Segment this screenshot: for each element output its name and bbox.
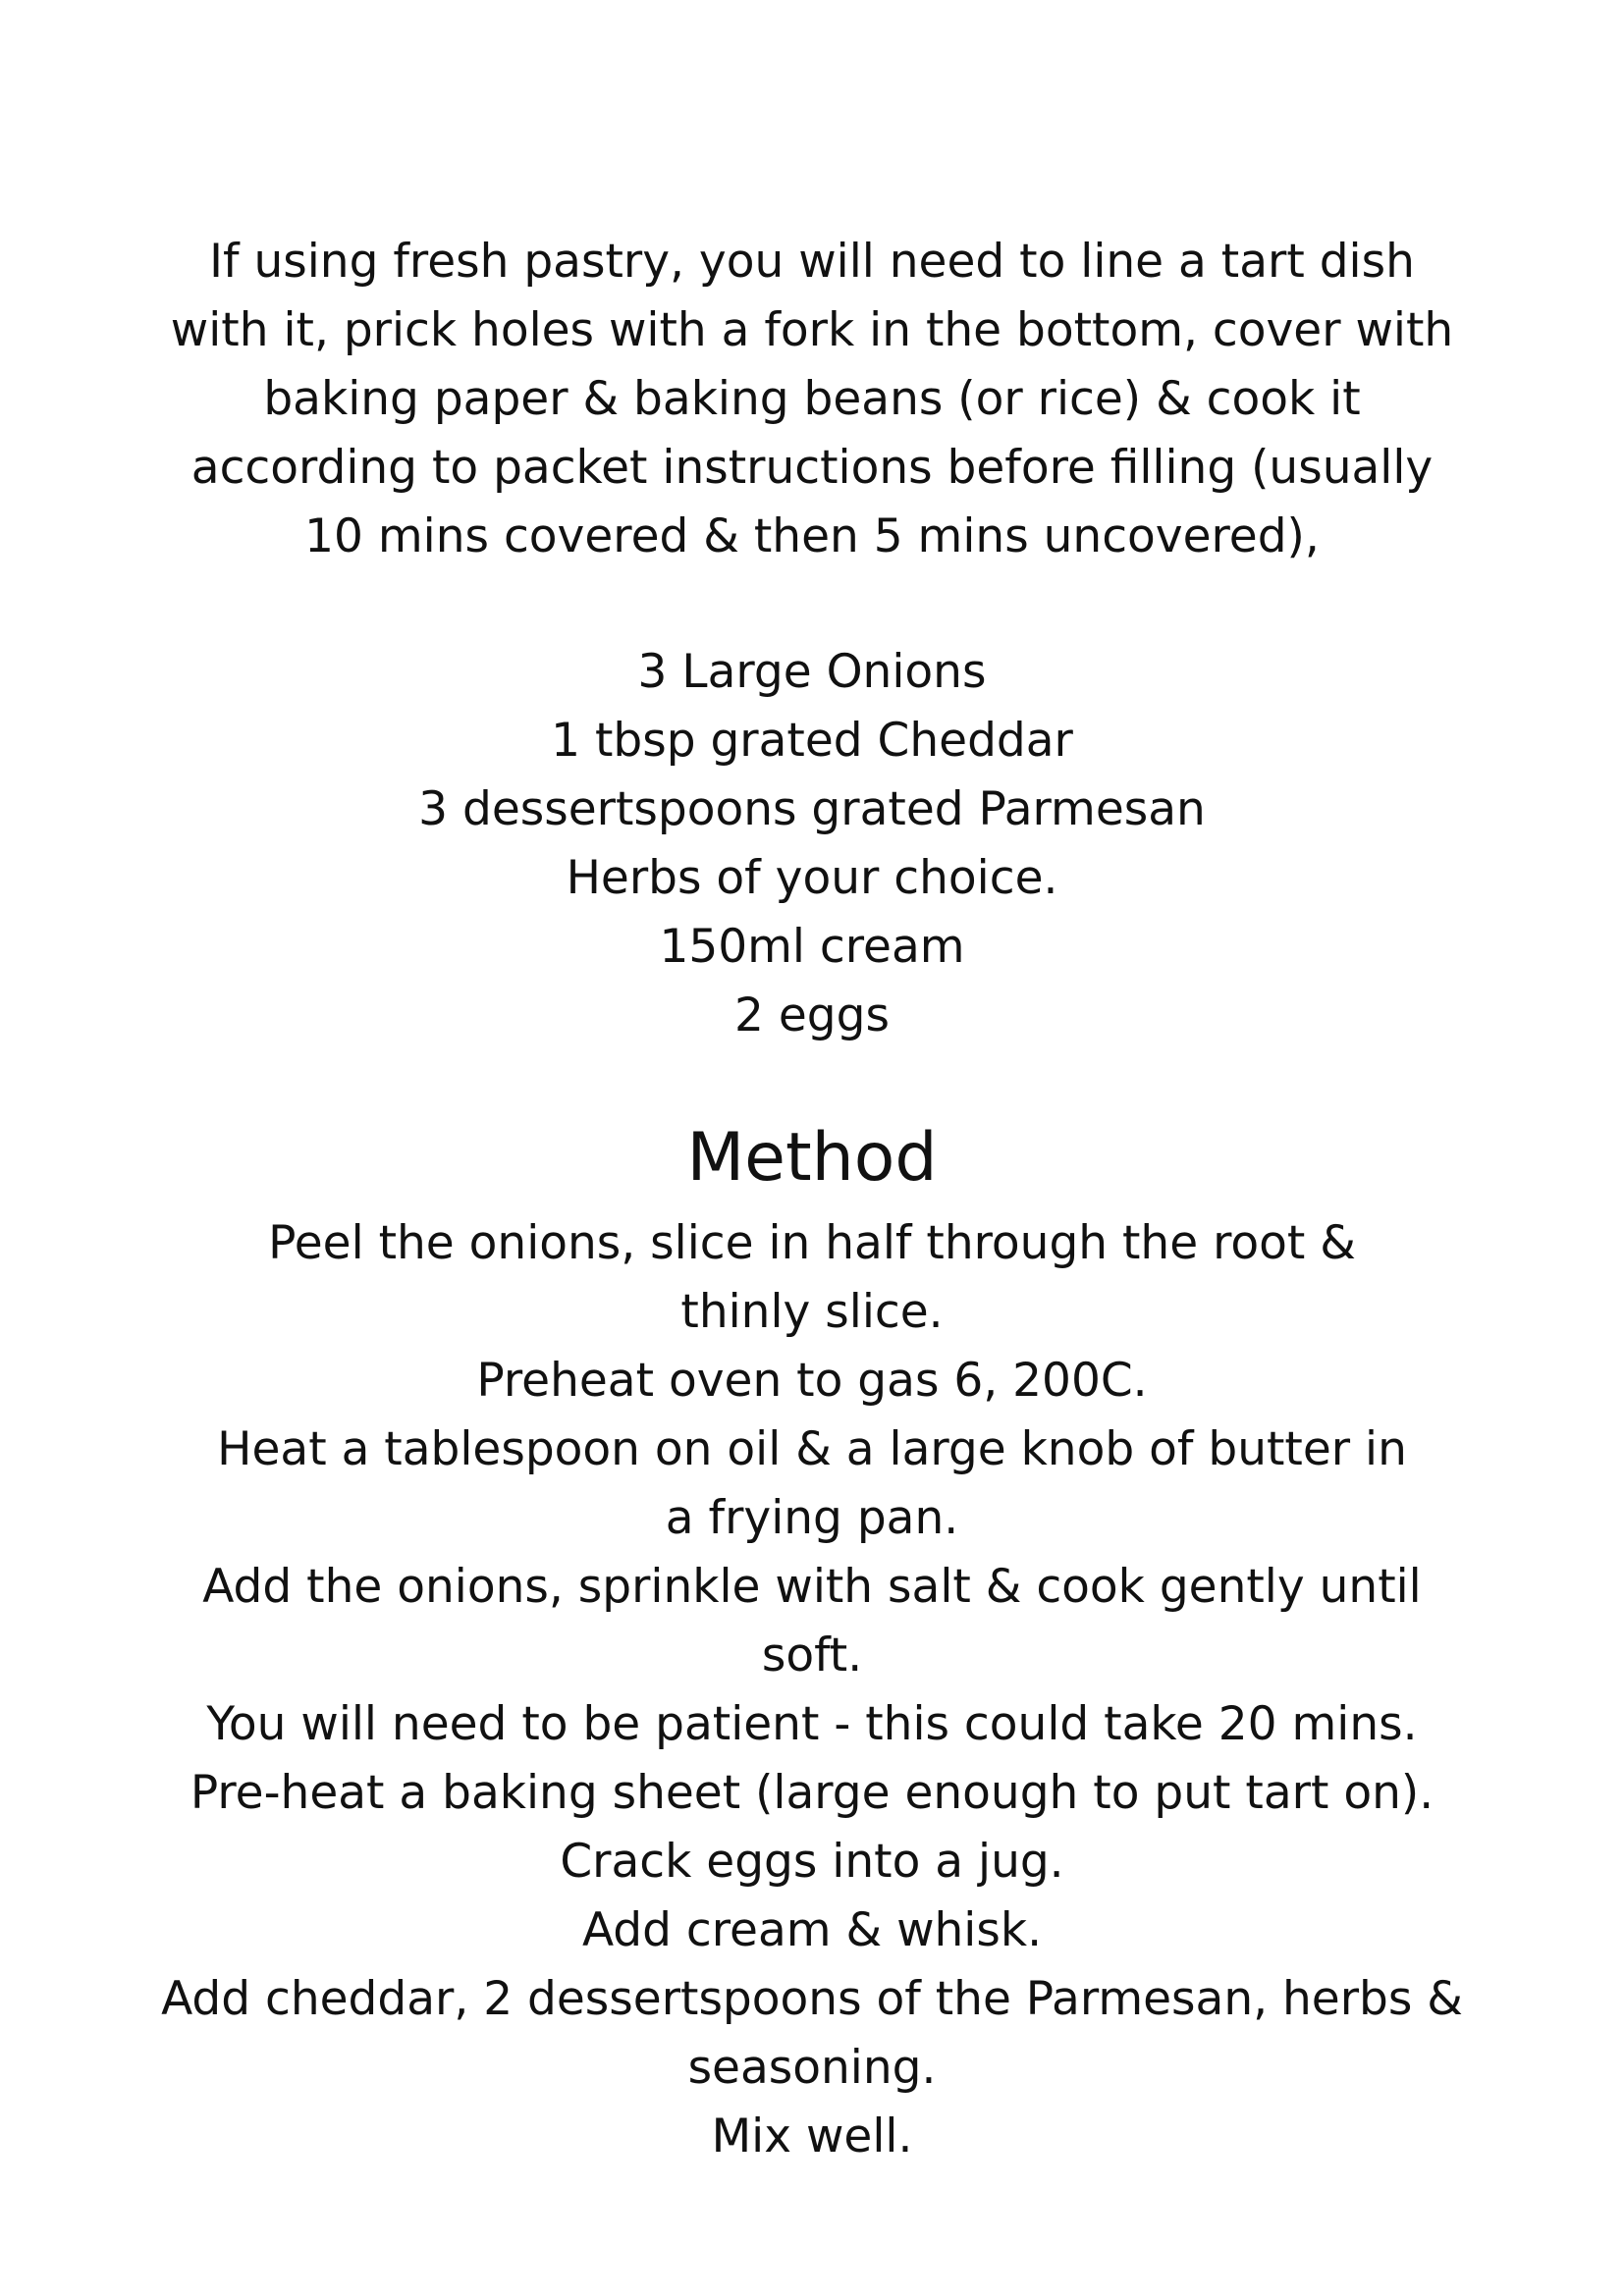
ingredient-item: 2 eggs (734, 988, 890, 1042)
method-steps-list (157, 1209, 1467, 2171)
method-step: Pre-heat a baking sheet (large enough to put tart on). (189, 1766, 1435, 1820)
ingredient-item: 3 Large Onions (637, 645, 987, 699)
ingredient-item: Herbs of your choice. (566, 851, 1058, 905)
ingredient-item: 1 tbsp grated Cheddar (551, 714, 1073, 768)
method-step: Add cheddar, 2 dessertspoons of the Parmesan, herbs & seasoning. (161, 1972, 1463, 2095)
method-step: Add the onions, sprinkle with salt & cook gently until soft. (202, 1560, 1422, 1682)
method-step: You will need to be patient - this could take 20 mins. (206, 1697, 1418, 1751)
ingredient-item: 150ml cream (659, 920, 965, 974)
method-step: Mix well. (711, 2109, 913, 2163)
method-step: Preheat oven to gas 6, 200C. (476, 1354, 1148, 1408)
ingredient-item: 3 dessertspoons grated Parmesan (418, 782, 1206, 836)
method-step: Add cream & whisk. (581, 1903, 1043, 1957)
pastry-instructions: If using fresh pastry, you will need to line a tart dish with it, prick holes with a fork in the bottom, cover with baking paper & baking beans (or rice) & cook it according to packet instructions before filling (usually 10 mins covered & then 5 mins uncovered), (170, 235, 1454, 563)
method-step: Peel the onions, slice in half through the root & thinly slice. (268, 1216, 1356, 1339)
method-step: Heat a tablespoon on oil & a large knob of butter in a frying pan. (217, 1422, 1407, 1545)
ingredients-list (157, 638, 1467, 1050)
method-step: Crack eggs into a jug. (560, 1835, 1064, 1889)
method-heading: Method (686, 1119, 938, 1197)
